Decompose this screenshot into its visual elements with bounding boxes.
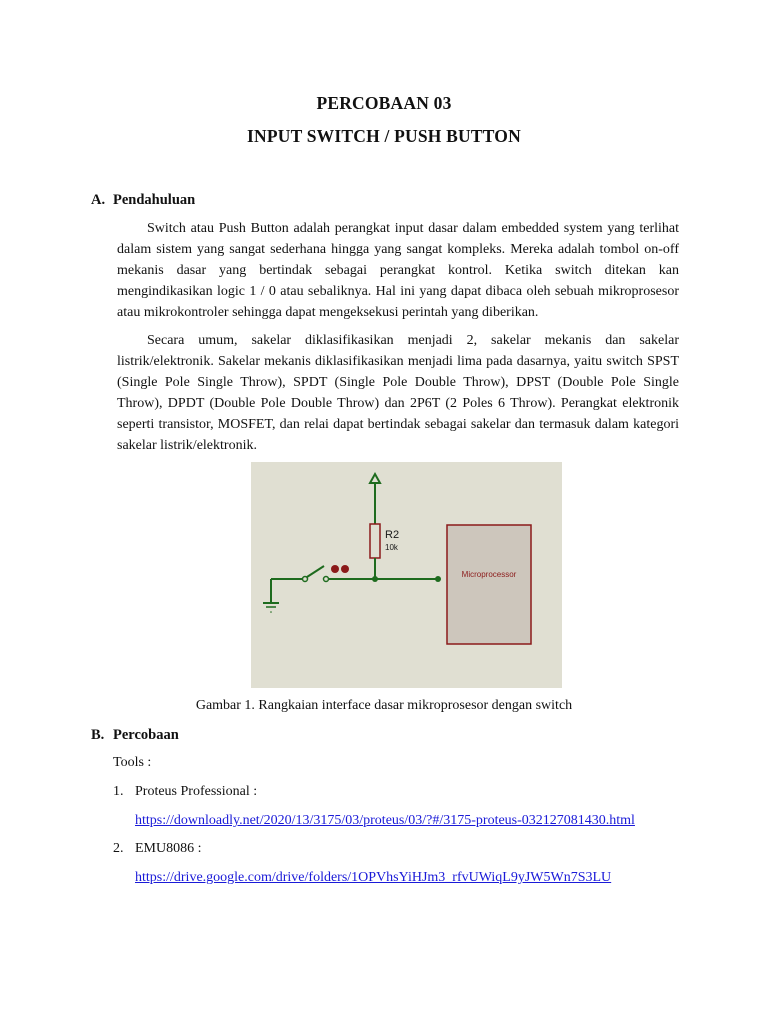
section-b-letter: B. — [91, 727, 105, 743]
section-b-heading — [91, 727, 179, 744]
page-title: PERCOBAAN 03 — [316, 93, 452, 113]
microprocessor-label: Microprocessor — [461, 570, 517, 579]
circuit-diagram — [251, 462, 562, 688]
resistor-value: 10k — [385, 543, 398, 552]
tool-item-1-link[interactable]: https://downloadly.net/2020/13/3175/03/proteus/03/?#/3175-proteus-032127081430.html — [135, 813, 635, 828]
tool-item-2-name: EMU8086 : — [135, 841, 202, 856]
tool-item-1 — [113, 784, 257, 800]
section-a-heading — [91, 192, 195, 209]
input-pin-dot — [435, 576, 441, 582]
tool-item-2-link[interactable]: https://drive.google.com/drive/folders/1OPVhsYiHJm3_rfvUWiqL9yJW5Wn7S3LU — [135, 870, 612, 885]
section-a-letter: A. — [91, 192, 106, 208]
paragraph-intro-text: Switch atau Push Button adalah perangkat input dasar dalam embedded system yang terlihat dalam sistem yang sangat sederhana hingga yang sangat kompleks. Mereka adalah tombol on-off mekanis dasar yang bertindak sebagai perangkat kontrol. Ketika switch ditekan kan mengindikasikan logic 1 / 0 atau sebaliknya. Hal ini yang dapat dibaca oleh sebuah mikroprosesor atau mikrokontroler sehingga dapat mengeksekusi perintah yang diberikan. — [117, 221, 679, 320]
tool-item-1-number: 1. — [113, 784, 124, 799]
paragraph-intro — [117, 218, 679, 323]
tool-item-2-number: 2. — [113, 841, 124, 856]
figure-caption: Gambar 1. Rangkaian interface dasar mikroprosesor dengan switch — [195, 698, 573, 713]
resistor-label: R2 — [385, 529, 400, 541]
page-subtitle: INPUT SWITCH / PUSH BUTTON — [247, 126, 521, 146]
junction-dot — [372, 576, 378, 582]
tools-label: Tools : — [113, 755, 152, 770]
circuit-figure — [251, 462, 562, 688]
microprocessor-block — [447, 525, 531, 644]
paragraph-classification — [117, 330, 679, 456]
tool-item-2 — [113, 841, 202, 857]
tool-item-1-name: Proteus Professional : — [135, 784, 258, 799]
section-a-title: Pendahuluan — [113, 192, 196, 208]
section-b-title: Percobaan — [113, 727, 179, 743]
paragraph-classification-text: Secara umum, sakelar diklasifikasikan menjadi 2, sakelar mekanis dan sakelar listrik/elektronik. Sakelar mekanis diklasifikasikan menjadi lima pada dasarnya, yaitu switch SPST (Single Pole Single Throw), SPDT (Single Pole Double Throw), DPST (Double Pole Single Throw), DPDT (Double Pole Double Throw) dan 2P6T (2 Poles 6 Throw). Perangkat elektronik seperti transistor, MOSFET, dan relai dapat bertindak sebagai sakelar dan termasuk dalam kategori sakelar listrik/elektronik. — [117, 333, 679, 453]
